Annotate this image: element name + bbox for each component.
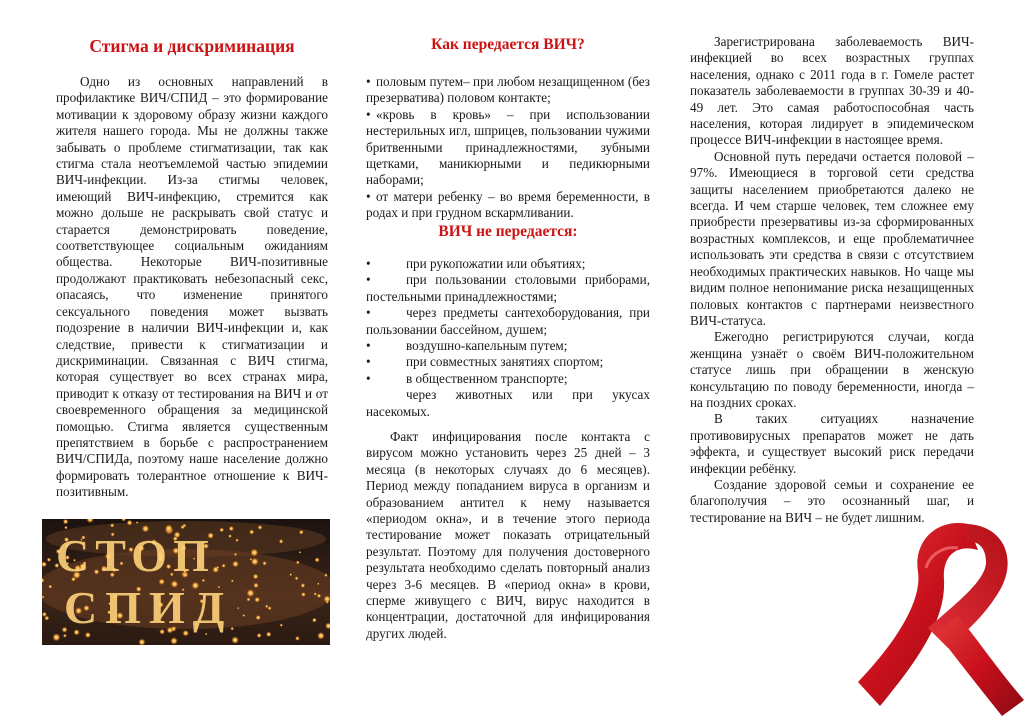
candle-light <box>253 583 259 589</box>
list-item: • от матери ребенку – во время беременности, в родах и при грудном вскармливании. <box>366 188 650 221</box>
heading-stigma: Стигма и дискриминация <box>89 36 295 56</box>
candle-light <box>250 558 253 561</box>
candle-light <box>265 605 269 609</box>
candle-light <box>300 583 305 588</box>
candle-light <box>317 594 322 599</box>
candle-light <box>296 560 300 564</box>
candle-light <box>246 597 250 601</box>
list-item: • при рукопожатии или объятиях; <box>366 256 586 271</box>
candle-light <box>250 548 259 557</box>
candle-light <box>136 521 139 524</box>
candle-light <box>219 527 224 532</box>
candle-light <box>221 564 225 568</box>
bullet-icon: • <box>366 106 371 122</box>
heading-how-transmitted: Как передается ВИЧ? <box>431 36 585 53</box>
stigma-paragraph: Одно из основных направлений в профилактике ВИЧ/СПИД – это формирование мотивации к здоровому образу жизни каждого жителя нашего города. Мы не должны также забывать о проблеме стигматизации, так как стигма стала неотъемлемой частью эпидемии ВИЧ-инфекции. Из-за стигмы человек, имеющий ВИЧ-инфекцию, стремится как можно дольше не раскрывать свой статус и старается демонстрировать поведение, соответствующее социальным ожиданиям общества. Некоторые ВИЧ-позитивные продолжают практиковать небезопасный секс, опасаясь, что изменение принятого сексуального поведения может вызвать подозрение в наличии ВИЧ-инфекции и, как следствие, привести к стигматизации и дискриминации. Связанная с ВИЧ стигма, которая существует во всех странах мира, приводит к отказу от тестирования на ВИЧ и от своевременного обращения за медицинской помощью. Стигма является существенным препятствием в борьбе с распространением ВИЧ/СПИДа, поэтому наше население должно формировать толерантное отношение к ВИЧ-позитивным. <box>56 74 328 500</box>
bullet-icon: • <box>366 272 371 288</box>
candle-light <box>295 576 299 580</box>
candle-light <box>242 614 245 617</box>
candle-light <box>262 561 267 566</box>
not-transmit-list <box>366 256 650 420</box>
candle-light <box>257 633 262 638</box>
candle-light <box>232 560 239 567</box>
paragraph: Создание здоровой семьи и сохранение ее благополучия – это осознанный шаг, и тестирование на ВИЧ – не будет лишним. <box>690 476 974 525</box>
paragraph: Зарегистрирована заболеваемость ВИЧ-инфекцией во всех возрастных группах населения, однако с 2011 года в г. Гомеле растет показатель заболеваемости в группах 30-39 и 40-49 лет. Это самая работоспособная часть населения, которая лидирует в эпидемическом процессе ВИЧ-инфекции в настоящее время. <box>690 34 974 148</box>
candles-word-bottom: СПИД <box>64 582 233 633</box>
list-item: • «кровь в кровь» – при использовании нестерильных игл, шприцев, пользовании чужими бритвенными принадлежностями, зубными щетками, маникюрными и педикюрными наборами; <box>366 106 650 188</box>
candle-light <box>235 538 239 542</box>
candle-light <box>312 618 317 623</box>
candle-light <box>299 551 302 554</box>
list-item: • в общественном транспорте; <box>366 370 568 386</box>
transmit-list <box>366 74 650 222</box>
candle-light <box>289 573 292 576</box>
list-item: • при совместных занятиях спортом; <box>366 354 604 370</box>
bullet-icon: • <box>366 305 371 321</box>
candle-light <box>231 636 239 644</box>
candle-light <box>237 607 239 609</box>
paragraph: Основной путь передачи остается половой – 97%. Имеющиеся в торговой сети средства защиты населением приобретаются далеко не всегда. И чем старше человек, тем сложнее ему приобрести презервативы из-за сформированных возрастных комплексов, и еще проблематичнее использовать эти средства в связи с отсутствием необходимых практических навыков. Но чаще мы видим полное непонимание риска незащищенных половых контактов с партнерами неизвестного ВИЧ-статуса. <box>690 148 974 328</box>
candle-light <box>229 526 235 532</box>
list-item: • воздушно-капельным путем; <box>366 338 568 354</box>
bullet-icon: • <box>366 354 371 370</box>
paragraph: Ежегодно регистрируются случаи, когда женщина узнаёт о своём ВИЧ-положительном статусе лишь при обращении в женскую консультацию по поводу беременности, иногда – на поздних сроках. <box>690 329 974 410</box>
candle-light <box>216 566 219 569</box>
statistics-text <box>690 34 974 526</box>
bullet-icon: • <box>366 74 371 89</box>
candle-light <box>315 557 320 562</box>
candle-light <box>279 539 284 544</box>
bullet-icon: • <box>366 338 371 354</box>
bullet-icon: • <box>366 370 371 386</box>
heading-not-transmitted: ВИЧ не передается: <box>438 223 578 240</box>
red-ribbon-icon <box>818 510 1024 717</box>
candle-light <box>253 574 259 580</box>
window-period-paragraph: Факт инфицирования после контакта с вирусом можно установить через 25 дней – 3 месяца (в некоторых случаях до 6 месяцев). Период между попаданием вируса в организм и образованием антител к нему называется «периодом окна», и в течение этого периода тестирование может показать отрицательный результат. Поэтому для получения достоверного результата необходимо сделать повторный анализ через 3-6 месяцев. В «период окна» в крови, сперме живущего с ВИЧ, вирус находится в концентрации, достаточной для инфицирования других людей. <box>366 429 650 641</box>
list-item: через животных или при укусах насекомых. <box>366 387 650 419</box>
list-item: • через предметы сантехоборудования, при пользовании бассейном, душем; <box>366 305 650 337</box>
bullet-icon: • <box>366 256 371 271</box>
candle-light <box>266 631 272 637</box>
candle-light <box>295 636 300 641</box>
candles-word-top: СТОП <box>56 530 215 581</box>
candle-light <box>64 526 68 530</box>
candle-light <box>48 585 52 589</box>
candle-light <box>249 529 254 534</box>
candle-light <box>326 600 329 603</box>
candle-light <box>299 530 304 535</box>
candle-light <box>205 633 208 636</box>
candle-light <box>280 624 283 627</box>
paragraph: В таких ситуациях назначение противовирусных препаратов может не дать эффекта, и существует высокий риск передачи инфекции ребёнку. <box>690 411 974 476</box>
candle-light <box>317 583 320 586</box>
candle-light <box>180 525 185 530</box>
candle-light <box>127 520 133 526</box>
list-item: • половым путем– при любом незащищенном (без презерватива) половом контакте; <box>366 74 650 106</box>
candle-light <box>246 589 255 598</box>
candle-light <box>317 632 325 640</box>
candle-light <box>258 525 263 530</box>
candle-light <box>324 573 328 577</box>
candle-light <box>110 523 115 528</box>
candle-light <box>255 615 261 621</box>
candle-light <box>47 558 52 563</box>
candles-photo <box>42 519 330 645</box>
list-item: • при пользовании столовыми приборами, постельными принадлежностями; <box>366 272 650 304</box>
candles-stop-aids-image <box>42 519 330 645</box>
candle-light <box>228 534 232 538</box>
candle-light <box>301 592 306 597</box>
candle-light <box>170 637 178 645</box>
candle-light <box>63 634 67 638</box>
bullet-icon: • <box>366 188 371 204</box>
candle-light <box>44 616 49 621</box>
candle-light <box>234 553 237 556</box>
candle-light <box>254 597 260 603</box>
candle-light <box>314 592 317 595</box>
candle-light <box>52 633 61 642</box>
